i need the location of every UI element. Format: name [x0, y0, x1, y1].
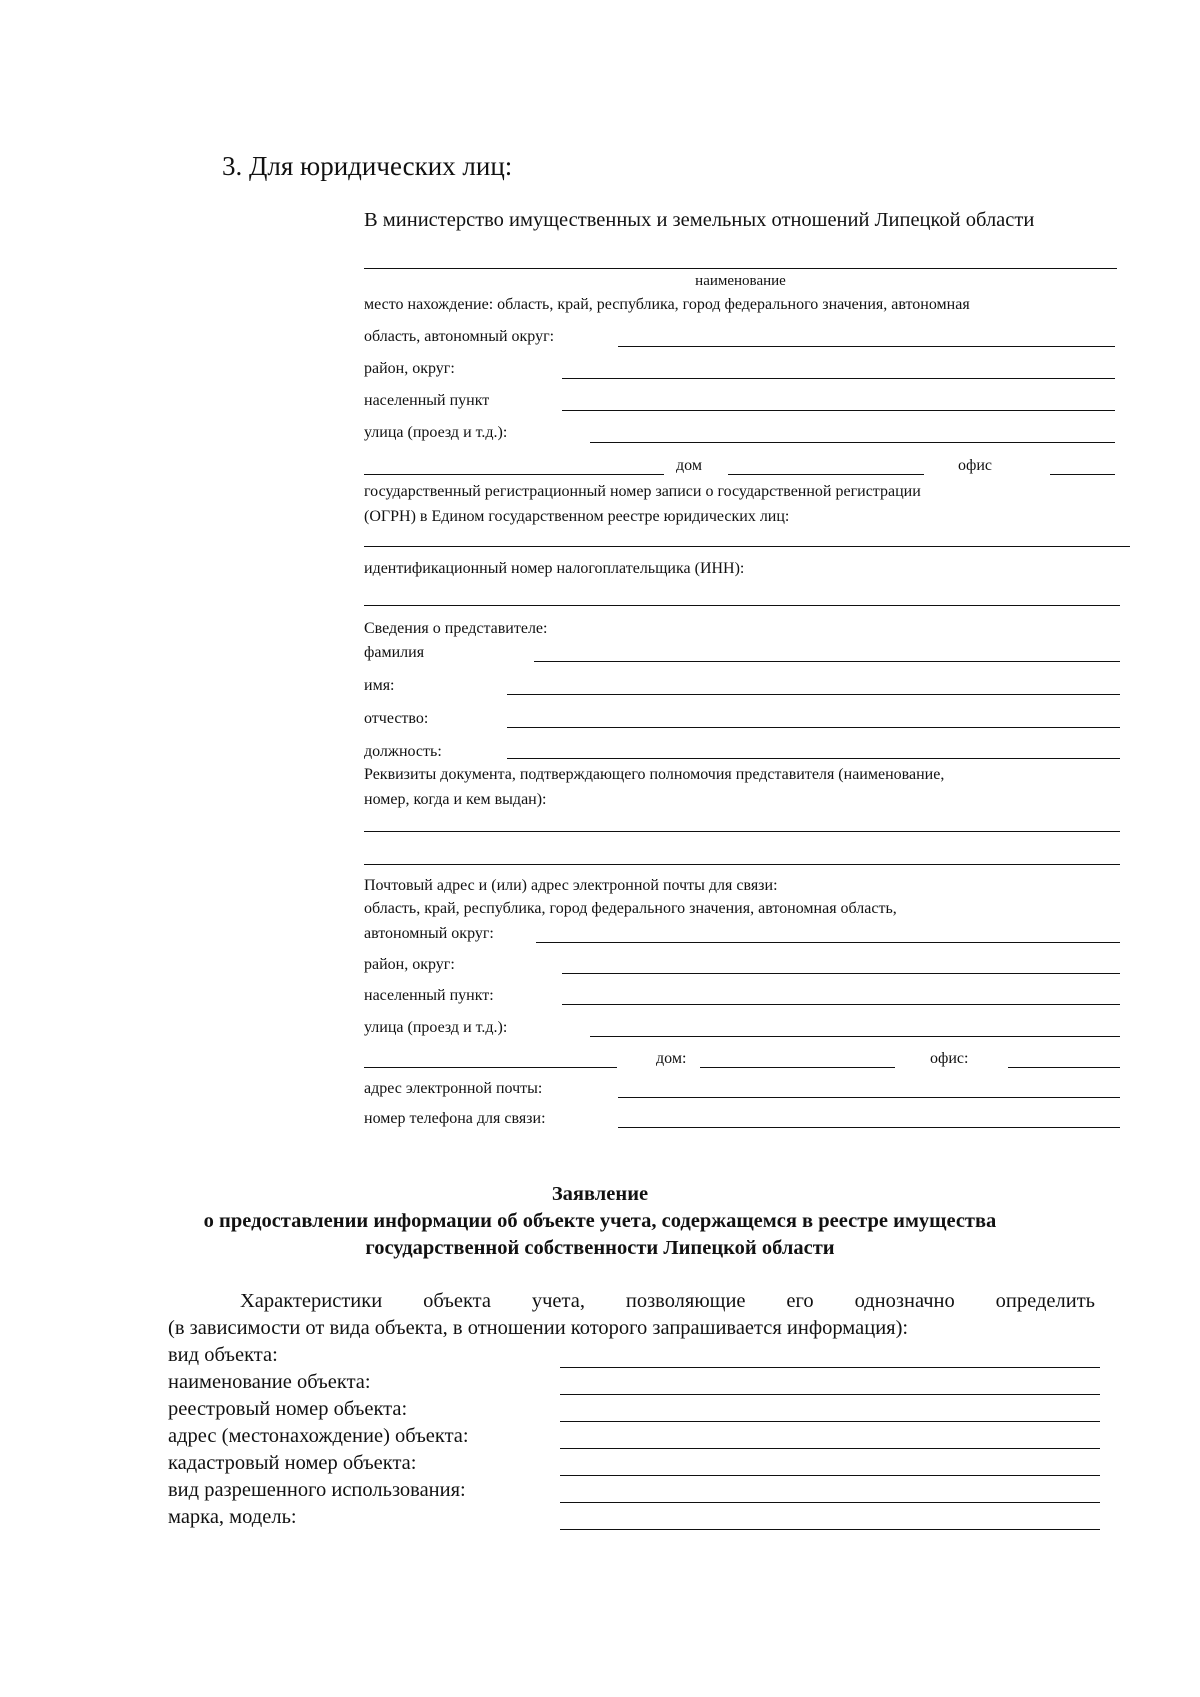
patronymic-field[interactable] — [507, 727, 1120, 728]
district-field[interactable] — [562, 378, 1115, 379]
object-address-label: адрес (местонахождение) объекта: — [168, 1425, 469, 1447]
object-address-field[interactable] — [560, 1448, 1100, 1449]
postal-office-label: офис: — [930, 1050, 969, 1067]
object-name-label: наименование объекта: — [168, 1371, 371, 1393]
location-intro: место нахождение: область, край, республика, город федерального значения, автономная — [364, 296, 970, 313]
postal-region-label-cont: автономный округ: — [364, 925, 494, 942]
patronymic-label: отчество: — [364, 710, 429, 727]
street-label: улица (проезд и т.д.): — [364, 424, 508, 441]
ogrn-label-cont: (ОГРН) в Едином государственном реестре юридических лиц: — [364, 508, 790, 525]
permitted-use-label: вид разрешенного использования: — [168, 1479, 466, 1501]
settlement-label: населенный пункт — [364, 392, 490, 409]
postal-street-continuation-field[interactable] — [364, 1067, 617, 1068]
surname-label: фамилия — [364, 644, 425, 661]
email-field[interactable] — [618, 1097, 1120, 1098]
postal-street-label: улица (проезд и т.д.): — [364, 1019, 508, 1036]
position-field[interactable] — [507, 758, 1120, 759]
name-field[interactable] — [507, 694, 1120, 695]
postal-office-field[interactable] — [1008, 1067, 1120, 1068]
document-label: Реквизиты документа, подтверждающего полномочия представителя (наименование, — [364, 766, 945, 783]
phone-label: номер телефона для связи: — [364, 1110, 546, 1127]
office-field[interactable] — [1050, 474, 1115, 475]
house-label: дом — [676, 457, 702, 474]
postal-region-field[interactable] — [536, 942, 1120, 943]
postal-district-label: район, округ: — [364, 956, 455, 973]
document-label-cont: номер, когда и кем выдан): — [364, 791, 547, 808]
inn-field[interactable] — [364, 605, 1120, 606]
postal-district-field[interactable] — [562, 973, 1120, 974]
cadastral-number-field[interactable] — [560, 1475, 1100, 1476]
section-heading: 3. Для юридических лиц: — [222, 151, 513, 181]
statement-subtitle-cont: государственной собственности Липецкой области — [365, 1237, 835, 1259]
object-name-field[interactable] — [560, 1394, 1100, 1395]
postal-house-label: дом: — [656, 1050, 687, 1067]
make-model-label: марка, модель: — [168, 1506, 297, 1528]
inn-label: идентификационный номер налогоплательщика (ИНН): — [364, 560, 745, 577]
district-label: район, округ: — [364, 360, 455, 377]
postal-street-field[interactable] — [590, 1036, 1120, 1037]
ogrn-label: государственный регистрационный номер записи о государственной регистрации — [364, 483, 921, 500]
office-label: офис — [958, 457, 993, 474]
characteristics-intro-cont: (в зависимости от вида объекта, в отношении которого запрашивается информация): — [168, 1317, 909, 1339]
ogrn-field[interactable] — [364, 546, 1130, 547]
org-name-field[interactable] — [364, 268, 1117, 269]
name-label: имя: — [364, 677, 395, 694]
permitted-use-field[interactable] — [560, 1502, 1100, 1503]
street-continuation-field[interactable] — [364, 474, 664, 475]
org-name-caption: наименование — [695, 273, 786, 289]
object-type-field[interactable] — [560, 1367, 1100, 1368]
postal-heading: Почтовый адрес и (или) адрес электронной почты для связи: — [364, 877, 778, 894]
representative-heading: Сведения о представителе: — [364, 620, 548, 637]
street-field[interactable] — [590, 442, 1115, 443]
registry-number-field[interactable] — [560, 1421, 1100, 1422]
postal-house-field[interactable] — [700, 1067, 895, 1068]
region-label: область, автономный округ: — [364, 328, 555, 345]
postal-settlement-field[interactable] — [562, 1004, 1120, 1005]
characteristics-intro: Характеристики объекта учета, позволяющие его однозначно определить — [240, 1290, 1095, 1312]
make-model-field[interactable] — [560, 1529, 1100, 1530]
document-field-2[interactable] — [364, 864, 1120, 865]
postal-region-label: область, край, республика, город федерального значения, автономная область, — [364, 900, 897, 917]
postal-settlement-label: населенный пункт: — [364, 987, 494, 1004]
surname-field[interactable] — [534, 661, 1120, 662]
recipient-line: В министерство имущественных и земельных отношений Липецкой области — [364, 209, 1035, 231]
position-label: должность: — [364, 743, 442, 760]
cadastral-number-label: кадастровый номер объекта: — [168, 1452, 417, 1474]
phone-field[interactable] — [618, 1127, 1120, 1128]
document-field-1[interactable] — [364, 831, 1120, 832]
email-label: адрес электронной почты: — [364, 1080, 543, 1097]
statement-subtitle: о предоставлении информации об объекте учета, содержащемся в реестре имущества — [203, 1210, 997, 1232]
statement-title: Заявление — [551, 1183, 649, 1205]
object-type-label: вид объекта: — [168, 1344, 278, 1366]
house-field[interactable] — [728, 474, 924, 475]
settlement-field[interactable] — [562, 410, 1115, 411]
registry-number-label: реестровый номер объекта: — [168, 1398, 408, 1420]
region-field[interactable] — [618, 346, 1115, 347]
